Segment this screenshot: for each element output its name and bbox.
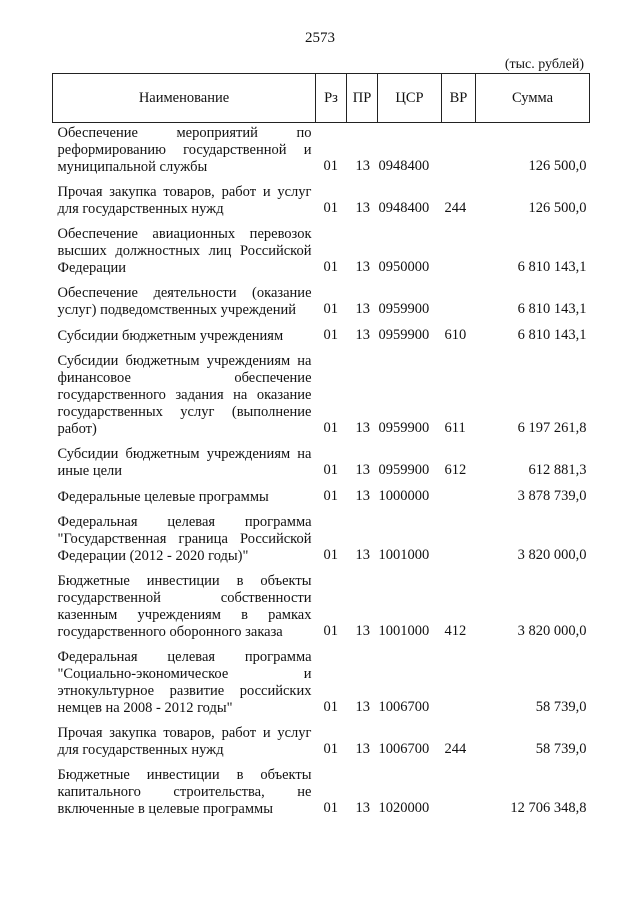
table-row — [53, 440, 590, 482]
header-rz: Рз — [316, 74, 347, 123]
cell-name: Прочая закупка товаров, работ и услуг для государственных нужд — [57, 184, 312, 217]
cell-sum: 612 881,3 — [528, 462, 587, 478]
cell-rz: 01 — [323, 420, 338, 436]
cell-name: Обеспечение мероприятий по реформированию государственной и муниципальной службы — [57, 125, 312, 175]
header-pr: ПР — [347, 74, 378, 123]
page-number: 2573 — [305, 30, 335, 46]
table-row — [53, 123, 590, 179]
cell-rz: 01 — [323, 488, 338, 504]
cell-rz: 01 — [323, 462, 338, 478]
cell-vr: 610 — [444, 327, 467, 343]
cell-rz: 01 — [323, 327, 338, 343]
cell-name: Федеральная целевая программа "Государственная граница Российской Федерации (2012 - 2020 годы)" — [57, 514, 312, 564]
cell-csr: 1020000 — [378, 800, 430, 816]
cell-csr: 0948400 — [378, 158, 430, 174]
cell-rz: 01 — [323, 200, 338, 216]
cell-vr: 412 — [444, 623, 467, 639]
header-vr: ВР — [442, 74, 476, 123]
cell-pr: 13 — [355, 623, 370, 639]
cell-name: Обеспечение авиационных перевозок высших должностных лиц Российской Федерации — [57, 226, 312, 276]
units-label: (тыс. рублей) — [504, 57, 584, 72]
cell-csr: 1001000 — [378, 623, 430, 639]
cell-pr: 13 — [355, 699, 370, 715]
cell-csr: 1006700 — [378, 741, 430, 757]
table-row — [53, 279, 590, 321]
table-row — [53, 643, 590, 719]
cell-sum: 3 820 000,0 — [517, 623, 587, 639]
cell-rz: 01 — [323, 699, 338, 715]
cell-csr: 0959900 — [378, 301, 430, 317]
header-name: Наименование — [53, 74, 316, 123]
table-row — [53, 220, 590, 279]
cell-vr — [442, 643, 476, 719]
table-row — [53, 567, 590, 643]
cell-sum: 3 878 739,0 — [517, 488, 587, 504]
cell-pr: 13 — [355, 301, 370, 317]
header-csr: ЦСР — [378, 74, 442, 123]
cell-pr: 13 — [355, 800, 370, 816]
cell-pr: 13 — [355, 200, 370, 216]
table-header — [53, 74, 590, 123]
cell-csr: 0959900 — [378, 420, 430, 436]
cell-pr: 13 — [355, 488, 370, 504]
table-row — [53, 761, 590, 820]
cell-rz: 01 — [323, 741, 338, 757]
cell-sum: 58 739,0 — [535, 741, 587, 757]
cell-name: Прочая закупка товаров, работ и услуг для государственных нужд — [57, 725, 312, 758]
cell-rz: 01 — [323, 301, 338, 317]
header-sum: Сумма — [476, 74, 590, 123]
cell-name: Субсидии бюджетным учреждениям на иные цели — [57, 446, 312, 479]
cell-name: Бюджетные инвестиции в объекты государственной собственности казенным учреждениям в рамках государственного оборонного заказа — [57, 573, 312, 640]
cell-csr: 0959900 — [378, 327, 430, 343]
cell-pr: 13 — [355, 259, 370, 275]
cell-sum: 3 820 000,0 — [517, 547, 587, 563]
budget-table — [52, 73, 590, 820]
cell-pr: 13 — [355, 420, 370, 436]
cell-csr: 1006700 — [378, 699, 430, 715]
table-row — [53, 482, 590, 508]
cell-name: Федеральная целевая программа "Социально-экономическое и этнокультурное развитие российских немцев на 2008 - 2012 годы" — [57, 649, 312, 716]
cell-vr: 244 — [444, 200, 467, 216]
cell-vr — [442, 482, 476, 508]
cell-sum: 6 197 261,8 — [517, 420, 587, 436]
cell-vr — [442, 279, 476, 321]
table-row — [53, 508, 590, 567]
cell-vr — [442, 123, 476, 179]
cell-sum: 126 500,0 — [528, 158, 587, 174]
cell-rz: 01 — [323, 547, 338, 563]
cell-pr: 13 — [355, 158, 370, 174]
cell-rz: 01 — [323, 259, 338, 275]
cell-rz: 01 — [323, 158, 338, 174]
cell-pr: 13 — [355, 462, 370, 478]
table-row — [53, 719, 590, 761]
cell-vr: 612 — [444, 462, 467, 478]
cell-sum: 6 810 143,1 — [517, 259, 587, 275]
cell-vr: 611 — [444, 420, 466, 436]
cell-csr: 1001000 — [378, 547, 430, 563]
cell-vr — [442, 508, 476, 567]
table-row — [53, 347, 590, 440]
cell-name: Обеспечение деятельности (оказание услуг) подведомственных учреждений — [57, 285, 312, 318]
cell-name: Бюджетные инвестиции в объекты капитального строительства, не включенные в целевые программы — [57, 767, 312, 817]
cell-name: Субсидии бюджетным учреждениям на финансовое обеспечение государственного задания на оказание государственных услуг (выполнение работ) — [57, 353, 312, 437]
table-body — [53, 123, 590, 821]
cell-pr: 13 — [355, 741, 370, 757]
cell-sum: 126 500,0 — [528, 200, 587, 216]
cell-rz: 01 — [323, 800, 338, 816]
cell-sum: 6 810 143,1 — [517, 301, 587, 317]
cell-sum: 6 810 143,1 — [517, 327, 587, 343]
cell-vr: 244 — [444, 741, 467, 757]
cell-name: Федеральные целевые программы — [57, 489, 269, 505]
cell-csr: 0959900 — [378, 462, 430, 478]
table-row — [53, 178, 590, 220]
table-row — [53, 321, 590, 347]
cell-sum: 58 739,0 — [535, 699, 587, 715]
cell-vr — [442, 220, 476, 279]
cell-sum: 12 706 348,8 — [510, 800, 587, 816]
cell-name: Субсидии бюджетным учреждениям — [57, 328, 284, 344]
cell-vr — [442, 761, 476, 820]
cell-pr: 13 — [355, 327, 370, 343]
cell-rz: 01 — [323, 623, 338, 639]
cell-csr: 0950000 — [378, 259, 430, 275]
cell-csr: 1000000 — [378, 488, 430, 504]
cell-csr: 0948400 — [378, 200, 430, 216]
cell-pr: 13 — [355, 547, 370, 563]
